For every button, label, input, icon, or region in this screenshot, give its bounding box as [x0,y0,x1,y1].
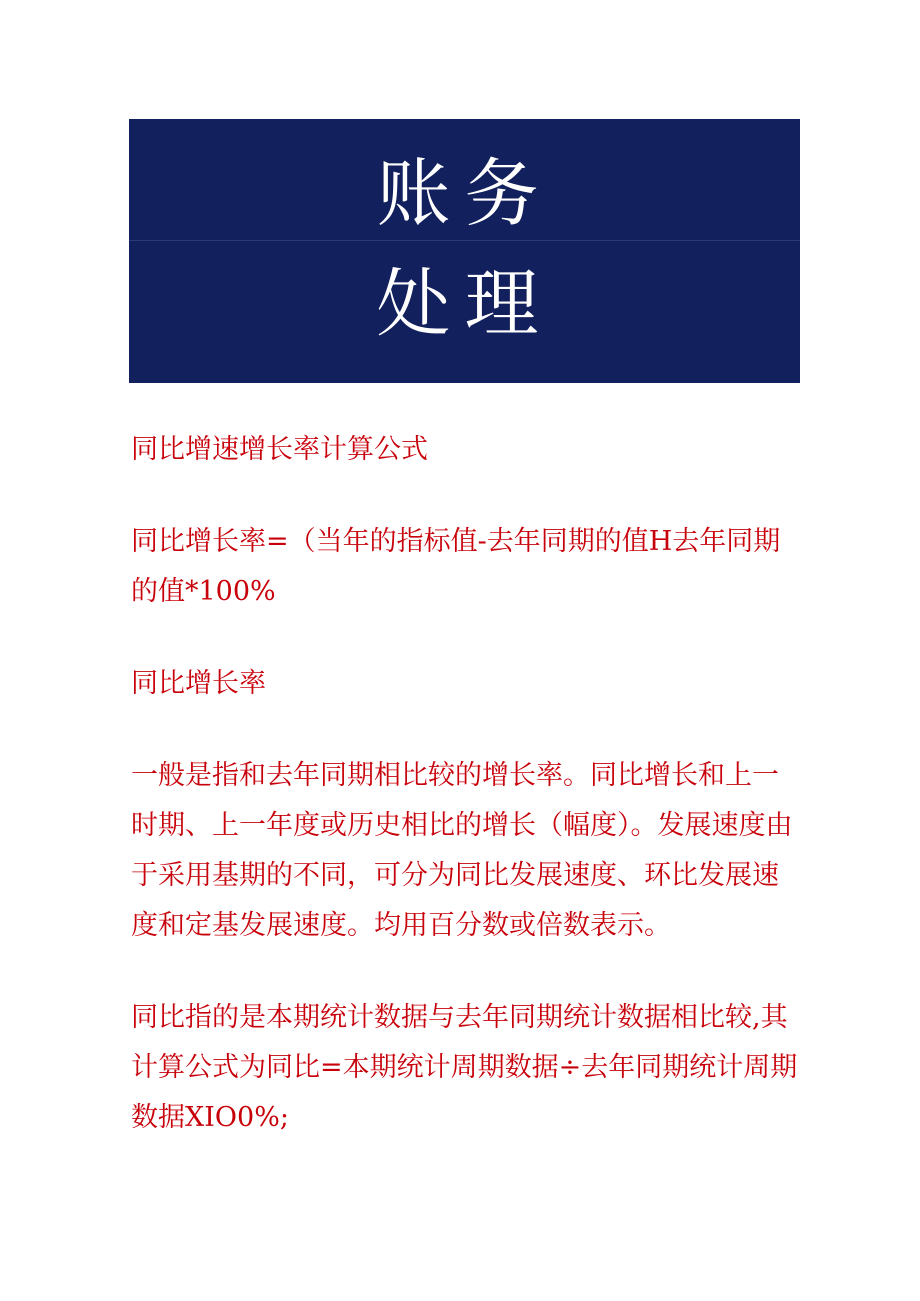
banner-divider [129,240,800,241]
term-heading: 同比增长率 [131,668,266,699]
banner-title-line-1: 账务 [376,151,553,237]
formula-paragraph: 同比增长率=（当年的指标值-去年同期的值H去年同期的值*100% [131,526,781,607]
title-banner [129,119,800,383]
banner-title-line-2: 处理 [376,261,553,347]
definition-paragraph: 一般是指和去年同期相比较的增长率。同比增长和上一时期、上一年度或历史相比的增长（幅度）。发展速度由于采用基期的不同，可分为同比发展速度、环比发展速度和定基发展速度。均用百分数或倍数表示。 [131,760,793,941]
document-body [131,425,803,1185]
section-heading: 同比增速增长率计算公式 [131,434,428,465]
calculation-paragraph: 同比指的是本期统计数据与去年同期统计数据相比较,其计算公式为同比=本期统计周期数据÷去年同期统计周期数据XIO0%; [131,1002,798,1133]
